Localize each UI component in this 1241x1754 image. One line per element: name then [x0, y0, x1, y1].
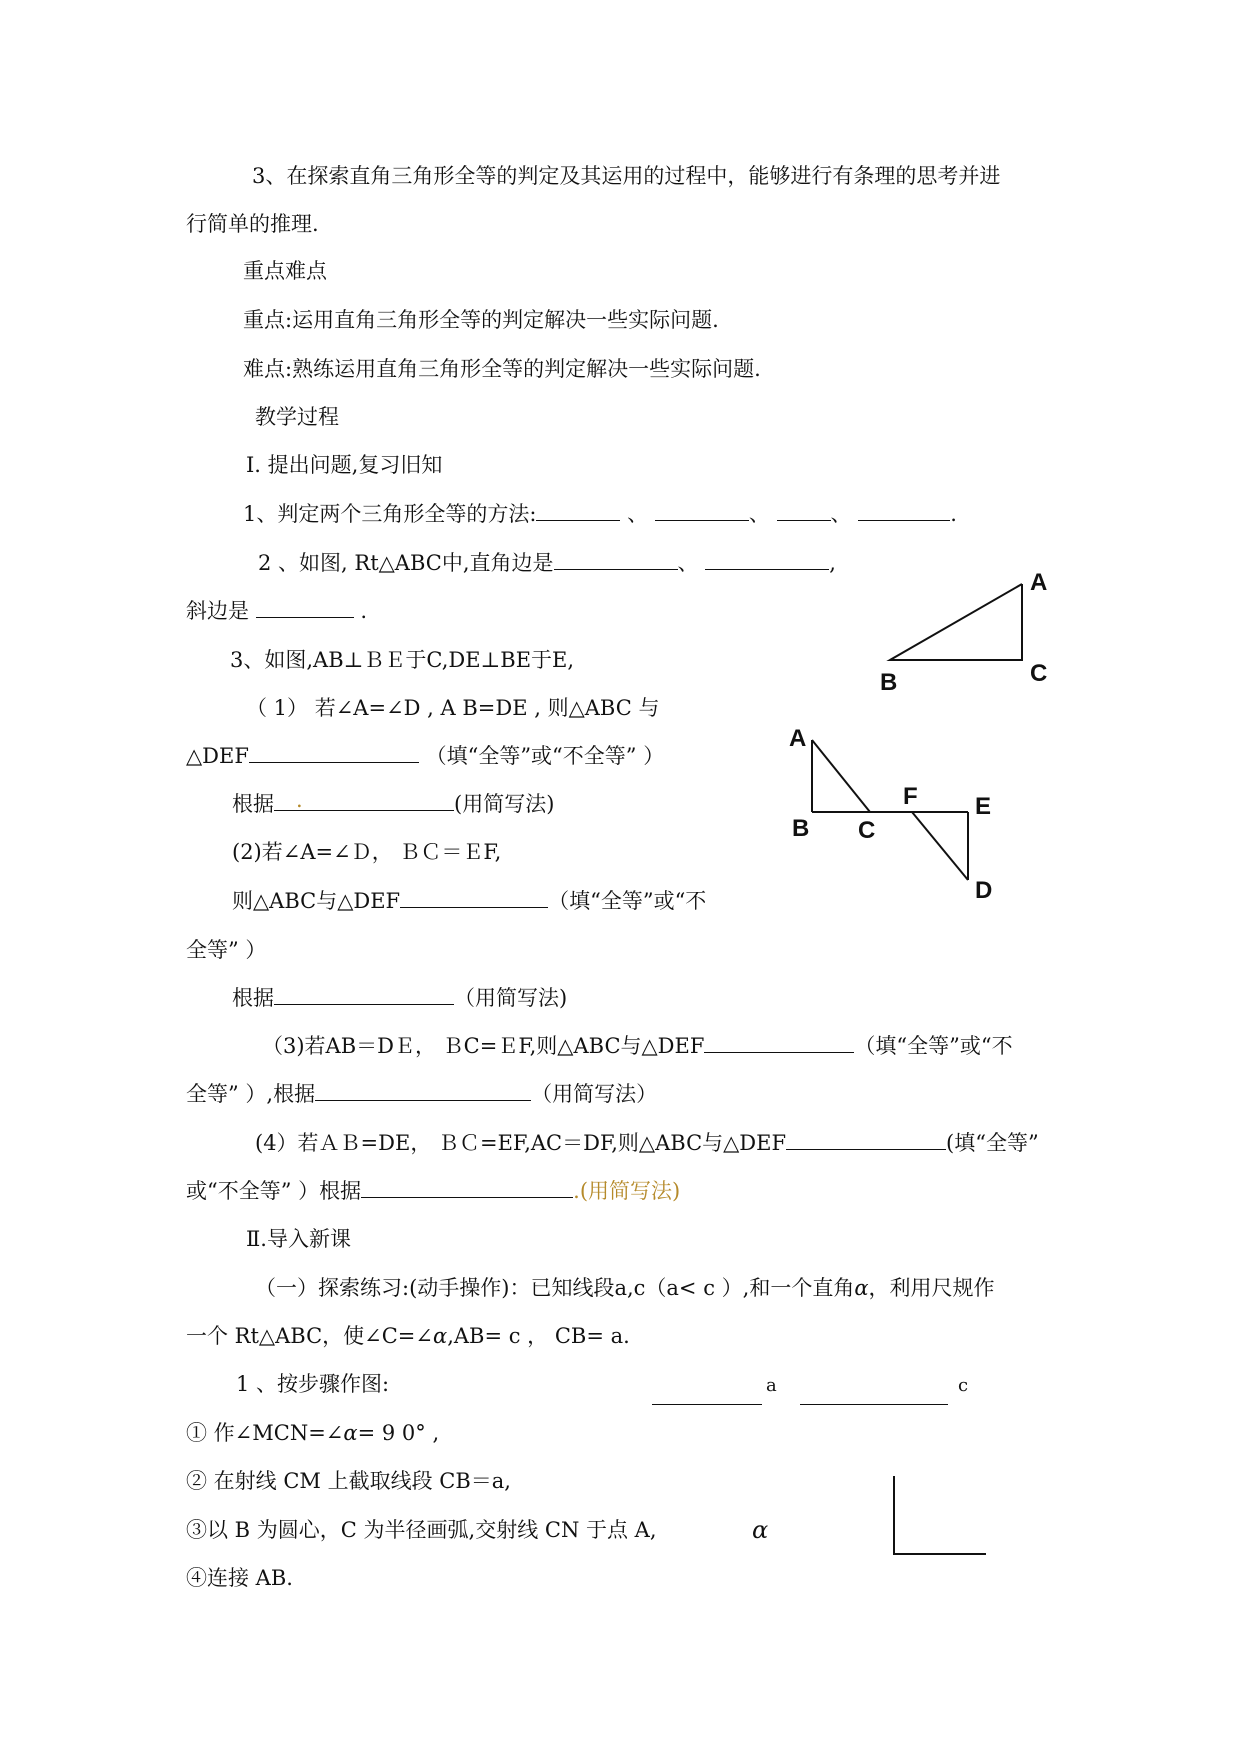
- vertex-label-A: A: [1030, 569, 1048, 596]
- basis-label: 全等” ）,根据: [186, 1082, 316, 1106]
- answer-blank[interactable]: [274, 790, 454, 811]
- question-3-2-line1: (2)若∠A=∠Ｄ， ＢＣ＝ＥF,: [232, 840, 502, 864]
- step-1: [186, 1419, 439, 1447]
- answer-blank[interactable]: [705, 549, 829, 570]
- fill-instruction: （填“全等”或“不: [548, 889, 707, 913]
- explore-text: （一）探索练习:(动手操作)：已知线段a,c（a< c ）,和一个直角: [255, 1276, 855, 1300]
- question-3-1-line1: （ 1） 若∠A=∠D , A B=DE , 则△ABC 与: [246, 696, 660, 720]
- separator: 、: [677, 551, 699, 575]
- step-2: ② 在射线 CM 上截取线段 CB＝a,: [186, 1469, 511, 1493]
- answer-blank[interactable]: [315, 1080, 531, 1101]
- answer-blank[interactable]: [704, 1032, 854, 1053]
- basis-label: 根据: [232, 792, 274, 816]
- period: .: [360, 599, 368, 623]
- segment-a-label: a: [766, 1375, 777, 1396]
- vertex-label-F: F: [903, 783, 918, 810]
- segment-c-label: c: [958, 1375, 969, 1396]
- difficult-point: 难点:熟练运用直角三角形全等的判定解决一些实际问题.: [243, 357, 761, 381]
- segment-a: [652, 1404, 762, 1405]
- answer-blank[interactable]: [400, 887, 548, 908]
- question-3-3-line1: [262, 1032, 1013, 1060]
- segment-FD: [912, 812, 968, 880]
- separator: 、: [830, 502, 852, 526]
- abbrev-instruction: .(用简写法): [573, 1179, 681, 1203]
- abbrev-instruction: （用简写法）: [531, 1082, 658, 1106]
- answer-blank[interactable]: [361, 1177, 573, 1198]
- answer-blank[interactable]: [777, 500, 831, 521]
- fill-instruction: (填“全等”: [946, 1131, 1039, 1155]
- basis-label: 根据: [232, 986, 274, 1010]
- answer-blank[interactable]: [256, 597, 354, 618]
- explore-text-end: ,AB= c ， CB= a.: [447, 1324, 630, 1348]
- alpha-symbol: α: [433, 1324, 448, 1348]
- vertex-label-C2: C: [858, 817, 876, 844]
- hypotenuse-label: 斜边是: [186, 599, 249, 623]
- question-2: [258, 549, 836, 577]
- right-angle-figure: [894, 1476, 986, 1554]
- steps-heading: 1 、按步骤作图:: [236, 1372, 390, 1396]
- key-points-heading: 重点难点: [243, 259, 327, 283]
- fill-instruction: （填“全等”或“不: [854, 1034, 1013, 1058]
- answer-blank[interactable]: [786, 1129, 946, 1150]
- question-3-4-line1: [255, 1129, 1039, 1157]
- question-3-4-line2: [186, 1177, 680, 1205]
- alpha-symbol: α: [854, 1276, 869, 1300]
- question-3-4-text: (4）若ＡＢ=DE， ＢＣ=EF,AC＝DF,则△ABC与△DEF: [255, 1131, 787, 1155]
- answer-blank[interactable]: [554, 549, 678, 570]
- explore-text-end: ，利用尺规作: [868, 1276, 995, 1300]
- step-1-text: ① 作∠MCN=∠: [186, 1421, 344, 1445]
- key-point: 重点:运用直角三角形全等的判定解决一些实际问题.: [243, 308, 719, 332]
- step-1-end: = 9 0° ,: [357, 1421, 440, 1445]
- triangle-comparison: 则△ABC与△DEF: [232, 889, 401, 913]
- fill-instruction: （填“全等”或“不全等” ）: [425, 744, 665, 768]
- objective-3-line1: 3、在探索直角三角形全等的判定及其运用的过程中，能够进行有条理的思考并进: [252, 164, 1001, 188]
- question-2-text: 2 、如图, Rt△ABC中,直角边是: [258, 551, 554, 575]
- answer-blank[interactable]: [858, 500, 950, 521]
- question-3-2-line3: 全等” ）: [186, 938, 267, 962]
- segment-AC: [812, 740, 870, 812]
- triangle-def-label: △DEF: [186, 744, 249, 768]
- teaching-process-heading: 教学过程: [255, 405, 339, 429]
- abbrev-instruction: （用简写法): [454, 986, 568, 1010]
- period: .: [950, 502, 957, 526]
- triangle-outline: [890, 584, 1022, 660]
- question-3-2-basis: [232, 984, 567, 1012]
- answer-blank[interactable]: [274, 984, 454, 1005]
- question-3-1-line2: [186, 742, 664, 770]
- question-3-intro: 3、如图,AB⊥ＢＥ于C,DE⊥BE于E,: [230, 648, 575, 672]
- answer-blank[interactable]: [249, 742, 419, 763]
- explore-line2: [186, 1322, 630, 1350]
- question-3-1-basis: [232, 790, 554, 818]
- vertex-label-D: D: [975, 877, 993, 904]
- abbrev-instruction: (用简写法): [454, 792, 555, 816]
- question-1-text: 1、判定两个三角形全等的方法:: [243, 502, 537, 526]
- objective-3-line2: 行简单的推理.: [186, 212, 319, 236]
- vertex-label-A2: A: [789, 725, 807, 752]
- separator: 、: [627, 502, 649, 526]
- question-3-3-text: （3)若AB＝DＥ， ＢC=ＥF,则△ABC与△DEF: [262, 1034, 705, 1058]
- answer-blank[interactable]: [655, 500, 749, 521]
- separator: 、: [748, 502, 770, 526]
- dot-mark: .: [296, 788, 303, 812]
- question-3-3-line2: [186, 1080, 657, 1108]
- vertex-label-C: C: [1030, 660, 1048, 687]
- section-1-heading: Ⅰ. 提出问题,复习旧知: [246, 453, 443, 477]
- question-2-line2: [186, 597, 367, 625]
- question-3-2-line2: [232, 887, 706, 915]
- comma: ,: [829, 551, 836, 575]
- explore-text: 一个 Rt△ABC，使∠C=∠: [186, 1324, 433, 1348]
- answer-blank[interactable]: [536, 500, 620, 521]
- explore-line1: [255, 1274, 995, 1302]
- segment-c: [800, 1404, 948, 1405]
- vertex-label-B: B: [880, 669, 898, 696]
- step-3: ③以 B 为圆心，C 为半径画弧,交射线 CN 于点 A,: [186, 1518, 657, 1542]
- vertex-label-B2: B: [792, 815, 810, 842]
- section-2-heading: Ⅱ.导入新课: [246, 1227, 351, 1251]
- step-4: ④连接 AB.: [186, 1566, 293, 1590]
- question-1: [243, 500, 957, 528]
- vertex-label-E: E: [975, 793, 992, 820]
- basis-label: 或“不全等” ）根据: [186, 1179, 362, 1203]
- angle-alpha-label: α: [752, 1516, 769, 1544]
- alpha-symbol: α: [343, 1421, 358, 1445]
